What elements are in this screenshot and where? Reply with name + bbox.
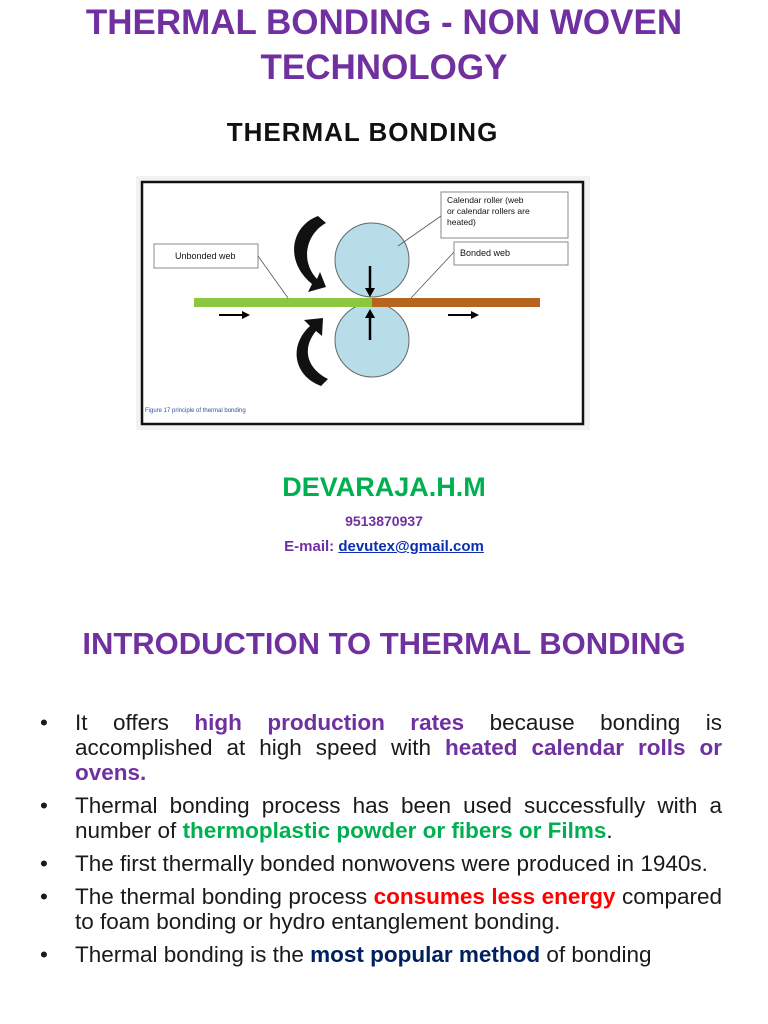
bullet-text: compared to foam bonding or hydro entanglement bonding. [75,884,722,934]
author-phone: 9513870937 [345,513,423,529]
figure-heading: THERMAL BONDING [226,117,499,147]
calendar-label-line-2: or calendar rollers are [447,206,530,216]
highlighted-text: high production rates [194,710,465,735]
unbonded-label: Unbonded web [175,251,236,261]
highlighted-text: most popular method [310,942,541,967]
email-label: E-mail: [284,538,339,555]
highlighted-text: heated calendar rolls or ovens. [75,735,722,785]
bonded-web [372,298,540,307]
bullet-text: It offers [75,710,195,735]
bullet-text: . [606,818,613,843]
page-title [0,0,768,90]
highlighted-text: consumes less energy [373,884,616,909]
author-email-line [0,538,768,555]
section-title: INTRODUCTION TO THERMAL BONDING [82,626,686,661]
bullet-item [40,851,722,876]
email-link[interactable]: devutex@gmail.com [338,538,484,555]
calendar-label-line-3: heated) [447,217,476,227]
bullet-text: Thermal bonding is the [75,942,311,967]
bullet-text: Thermal bonding process has been used successfully with a number of [75,793,722,843]
unbonded-web [194,298,372,307]
bullet-item [40,710,722,785]
title-line-2: TECHNOLOGY [260,48,508,87]
bullet-item [40,942,722,967]
bullet-text: The thermal bonding process [75,884,374,909]
bullet-list [40,710,722,975]
author-name: DEVARAJA.H.M [282,472,486,502]
bullet-item [40,793,722,843]
thermal-bonding-diagram [136,176,590,430]
bullet-text: The first thermally bonded nonwovens were produced in 1940s. [75,851,708,876]
bullet-text: of bonding [540,942,652,967]
bullet-item [40,884,722,934]
bonded-label: Bonded web [460,248,511,258]
diagram-svg [136,176,590,430]
highlighted-text: thermoplastic powder or fibers or Films [182,818,607,843]
figure-caption: Figure 17 principle of thermal bonding [145,408,246,414]
top-roller [335,223,409,297]
calendar-label-line-1: Calendar roller (web [447,195,524,205]
bullet-text: because bonding is accomplished at high speed with [75,710,722,760]
title-line-1: THERMAL BONDING - NON WOVEN [85,3,683,42]
